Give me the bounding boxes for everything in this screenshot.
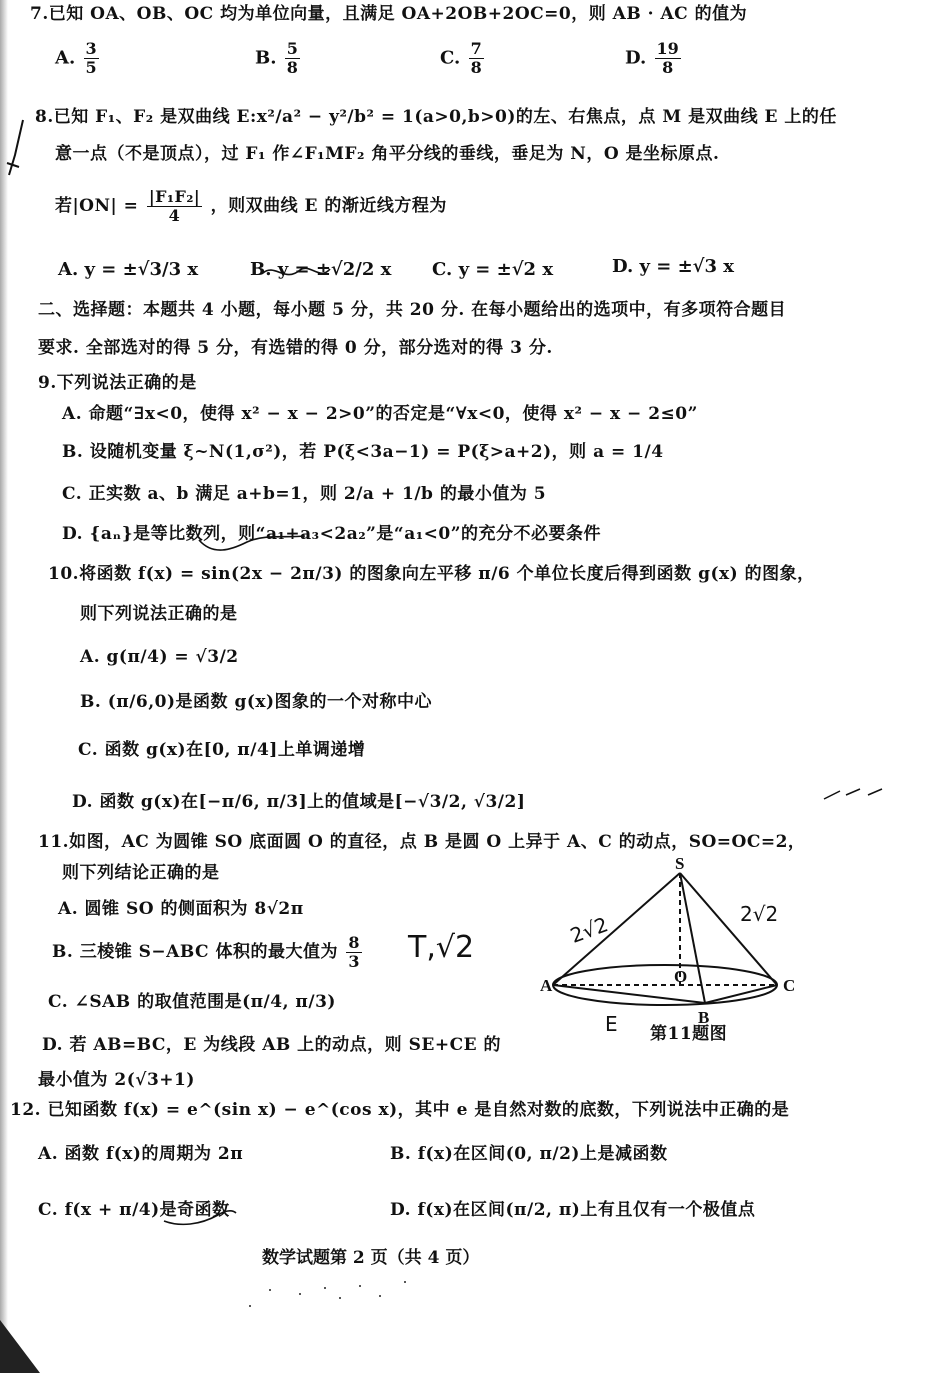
q10-option-d: D. 函数 g(x)在[−π/6, π/3]上的值域是[−√3/2, √3/2] [72,792,526,812]
q11-option-b: B. 三棱锥 S−ABC 体积的最大值为 $\frac{8}{3}$ [52,933,361,971]
q7-stem: 7.已知 OA、OB、OC 均为单位向量，且满足 OA+2OB+2OC=0，则 AB · AC 的值为 [30,4,748,24]
q8-pen-scribble [255,255,335,285]
q9-stem: 9.下列说法正确的是 [38,373,197,393]
q8-stem-line1: 8.已知 F₁、F₂ 是双曲线 E:x²/a² − y²/b² = 1(a>0,b>0)的左、右焦点，点 M 是双曲线 E 上的任 [35,107,837,127]
q9-option-c: C. 正实数 a、b 满足 a+b=1，则 2/a + 1/b 的最小值为 5 [62,484,547,504]
handwritten-note-b: T,√2 [408,930,475,965]
q7-option-c: C. $\frac{7}{8}$ [440,39,482,77]
stray-pen-marks [820,785,890,805]
q12-option-a: A. 函数 f(x)的周期为 2π [38,1144,244,1164]
q11-option-d-line2: 最小值为 2(√3+1) [38,1070,195,1090]
q8-option-a: A. y = ±√3/3 x [58,259,199,280]
q10-option-c: C. 函数 g(x)在[0, π/4]上单调递增 [78,740,366,760]
q8-option-d: D. y = ±√3 x [612,256,735,277]
page-edge-shadow [0,0,8,1373]
cone-label-b: B [698,1008,710,1027]
cone-label-s: S [675,854,685,873]
q11-cone-figure [540,855,820,1045]
q8-stem-line2: 意一点（不是顶点），过 F₁ 作∠F₁MF₂ 角平分线的垂线，垂足为 N，O 是坐标原点. [55,144,720,164]
q8-option-c: C. y = ±√2 x [432,259,554,280]
cone-label-a: A [540,976,553,995]
handwritten-fig-left: 2√2 [567,912,612,948]
q8-option-b: B. y = ±√2/2 x [250,259,392,280]
scan-noise [230,1270,430,1310]
q10-stem-line2: 则下列说法正确的是 [80,604,238,624]
page-footer: 数学试题第 2 页（共 4 页） [262,1248,480,1268]
q9-pen-underline [195,532,315,558]
q12-pen-underline [160,1205,240,1231]
q11-stem-line2: 则下列结论正确的是 [62,863,220,883]
margin-check-mark [5,115,35,185]
q9-option-d: D. {aₙ}是等比数列，则“a₁+a₃<2a₂”是“a₁<0”的充分不必要条件 [62,524,602,544]
cone-label-c: C [783,976,796,995]
q12-option-c: C. f(x + π/4)是奇函数 [38,1200,230,1220]
q12-stem: 12. 已知函数 f(x) = e^(sin x) − e^(cos x)，其中 e 是自然对数的底数，下列说法中正确的是 [10,1100,790,1120]
section2-instructions-line1: 二、选择题：本题共 4 小题，每小题 5 分，共 20 分. 在每小题给出的选项中，有多项符合题目 [38,300,787,320]
q9-option-a: A. 命题“∃x<0，使得 x² − x − 2>0”的否定是“∀x<0，使得 x² − x − 2≤0” [62,404,698,424]
q11-option-c: C. ∠SAB 的取值范围是(π/4, π/3) [48,992,336,1012]
q10-option-b: B. (π/6,0)是函数 g(x)图象的一个对称中心 [80,692,433,712]
q12-option-b: B. f(x)在区间(0, π/2)上是减函数 [390,1144,668,1164]
q7-option-d: D. $\frac{19}{8}$ [625,39,679,77]
q10-stem: 10.将函数 f(x) = sin(2x − 2π/3) 的图象向左平移 π/6 个单位长度后得到函数 g(x) 的图象， [48,564,815,584]
base-chord-ab [553,985,705,1003]
q7-option-b: B. $\frac{5}{8}$ [255,39,298,77]
q12-option-d: D. f(x)在区间(π/2, π)上有且仅有一个极值点 [390,1200,756,1220]
q11-option-a: A. 圆锥 SO 的侧面积为 8√2π [58,899,304,919]
q11-figure-caption: 第11题图 [650,1024,728,1044]
q8-stem-line3: 若|ON| = $\frac{\text{|F₁F₂|}}{4}$ ，则双曲线 E 的渐近线方程为 [55,187,447,225]
q9-option-b: B. 设随机变量 ξ~N(1,σ²)，若 P(ξ<3a−1) = P(ξ>a+2)，则 a = 1/4 [62,442,664,462]
handwritten-fig-e: E [605,1012,618,1036]
handwritten-fig-right: 2√2 [740,902,779,926]
cone-label-o: O [674,967,688,986]
q11-stem: 11.如图，AC 为圆锥 SO 底面圆 O 的直径，点 B 是圆 O 上异于 A、C 的动点，SO=OC=2， [38,832,806,852]
q10-option-a: A. g(π/4) = √3/2 [80,647,239,667]
section2-instructions-line2: 要求. 全部选对的得 5 分，有选错的得 0 分，部分选对的得 3 分. [38,338,553,358]
q7-option-a: A. $\frac{3}{5}$ [55,39,97,77]
q11-option-d: D. 若 AB=BC，E 为线段 AB 上的动点，则 SE+CE 的 [42,1035,501,1055]
